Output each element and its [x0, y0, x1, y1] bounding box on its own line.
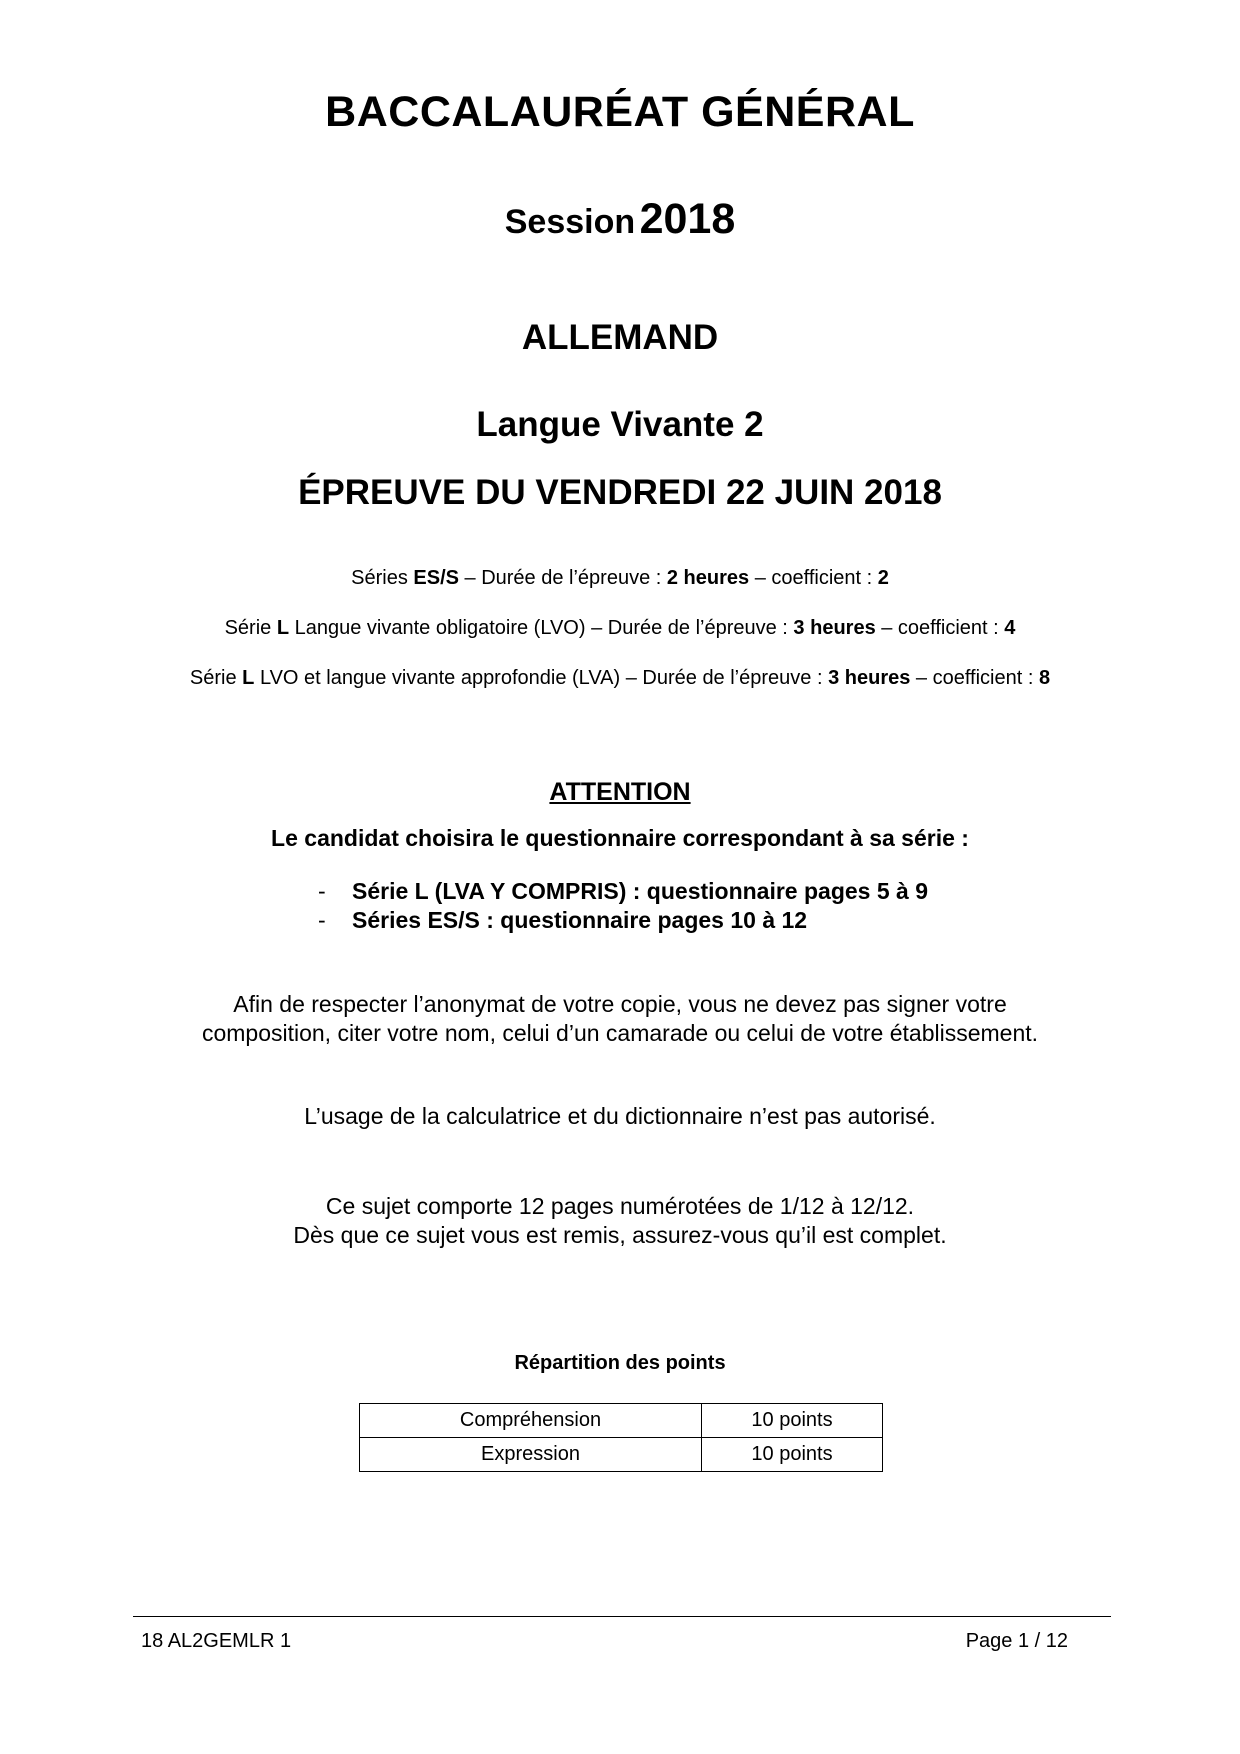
session-line — [0, 195, 1240, 244]
series-name: L — [242, 667, 255, 689]
points-category: Expression — [360, 1438, 702, 1472]
anonymity-notice — [0, 990, 1240, 1048]
series-duration: 2 heures — [666, 567, 750, 589]
attention-instruction: Le candidat choisira le questionnaire correspondant à sa série : — [271, 825, 969, 851]
bullet-dash: - — [318, 907, 326, 933]
session-year: 2018 — [639, 195, 736, 243]
list-item-text: Série L (LVA Y COMPRIS) : questionnaire pages 5 à 9 — [352, 878, 929, 904]
points-value: 10 points — [702, 1404, 883, 1438]
subject-title: ALLEMAND — [521, 318, 719, 357]
series-duration: 3 heures — [793, 617, 876, 639]
series-coef: 2 — [877, 567, 889, 589]
footer-page-number: Page 1 / 12 — [965, 1630, 1068, 1652]
series-line-l-lvo — [0, 617, 1240, 640]
language-level: Langue Vivante 2 — [476, 405, 764, 444]
anonymity-line-2: composition, citer votre nom, celui d’un camarade ou celui de votre établissement. — [201, 1020, 1039, 1046]
series-duration-label: LVO et langue vivante approfondie (LVA) – Durée de l’épreuve : — [254, 667, 829, 689]
footer-exam-code: 18 AL2GEMLR 1 — [141, 1630, 292, 1652]
points-category: Compréhension — [360, 1404, 702, 1438]
series-duration: 3 heures — [828, 667, 911, 689]
table-row — [360, 1438, 883, 1472]
pages-line-1: Ce sujet comporte 12 pages numérotées de 1/12 à 12/12. — [325, 1193, 915, 1219]
series-line-l-lva — [0, 667, 1240, 690]
exam-title: BACCALAURÉAT GÉNÉRAL — [325, 88, 915, 136]
series-coef: 8 — [1038, 667, 1051, 689]
series-coef-label: – coefficient : — [910, 667, 1039, 689]
series-duration-label: Langue vivante obligatoire (LVO) – Durée de l’épreuve : — [289, 617, 794, 639]
bullet-dash: - — [318, 878, 326, 904]
attention-heading: ATTENTION — [549, 778, 691, 806]
series-name: L — [276, 617, 290, 639]
anonymity-line-1: Afin de respecter l’anonymat de votre copie, vous ne devez pas signer votre — [233, 991, 1007, 1017]
series-prefix: Séries — [351, 567, 414, 589]
session-label: Session — [504, 203, 636, 241]
table-row — [360, 1404, 883, 1438]
series-coef-label: – coefficient : — [875, 617, 1005, 639]
series-line-es-s — [0, 567, 1240, 590]
series-prefix: Série — [189, 667, 243, 689]
series-coef: 4 — [1004, 617, 1016, 639]
pages-line-2: Dès que ce sujet vous est remis, assurez-vous qu’il est complet. — [293, 1222, 947, 1248]
list-item-text: Séries ES/S : questionnaire pages 10 à 12 — [352, 907, 808, 933]
calculator-notice: L’usage de la calculatrice et du dictionnaire n’est pas autorisé. — [304, 1103, 936, 1129]
points-value: 10 points — [702, 1438, 883, 1472]
footer-divider — [133, 1616, 1111, 1617]
points-table — [359, 1403, 883, 1472]
series-name: ES/S — [413, 567, 459, 589]
series-prefix: Série — [224, 617, 277, 639]
series-coef-label: – coefficient : — [749, 567, 878, 589]
series-duration-label: – Durée de l’épreuve : — [458, 567, 667, 589]
pages-notice — [0, 1192, 1240, 1250]
points-heading: Répartition des points — [514, 1352, 726, 1374]
exam-date: ÉPREUVE DU VENDREDI 22 JUIN 2018 — [298, 473, 942, 512]
